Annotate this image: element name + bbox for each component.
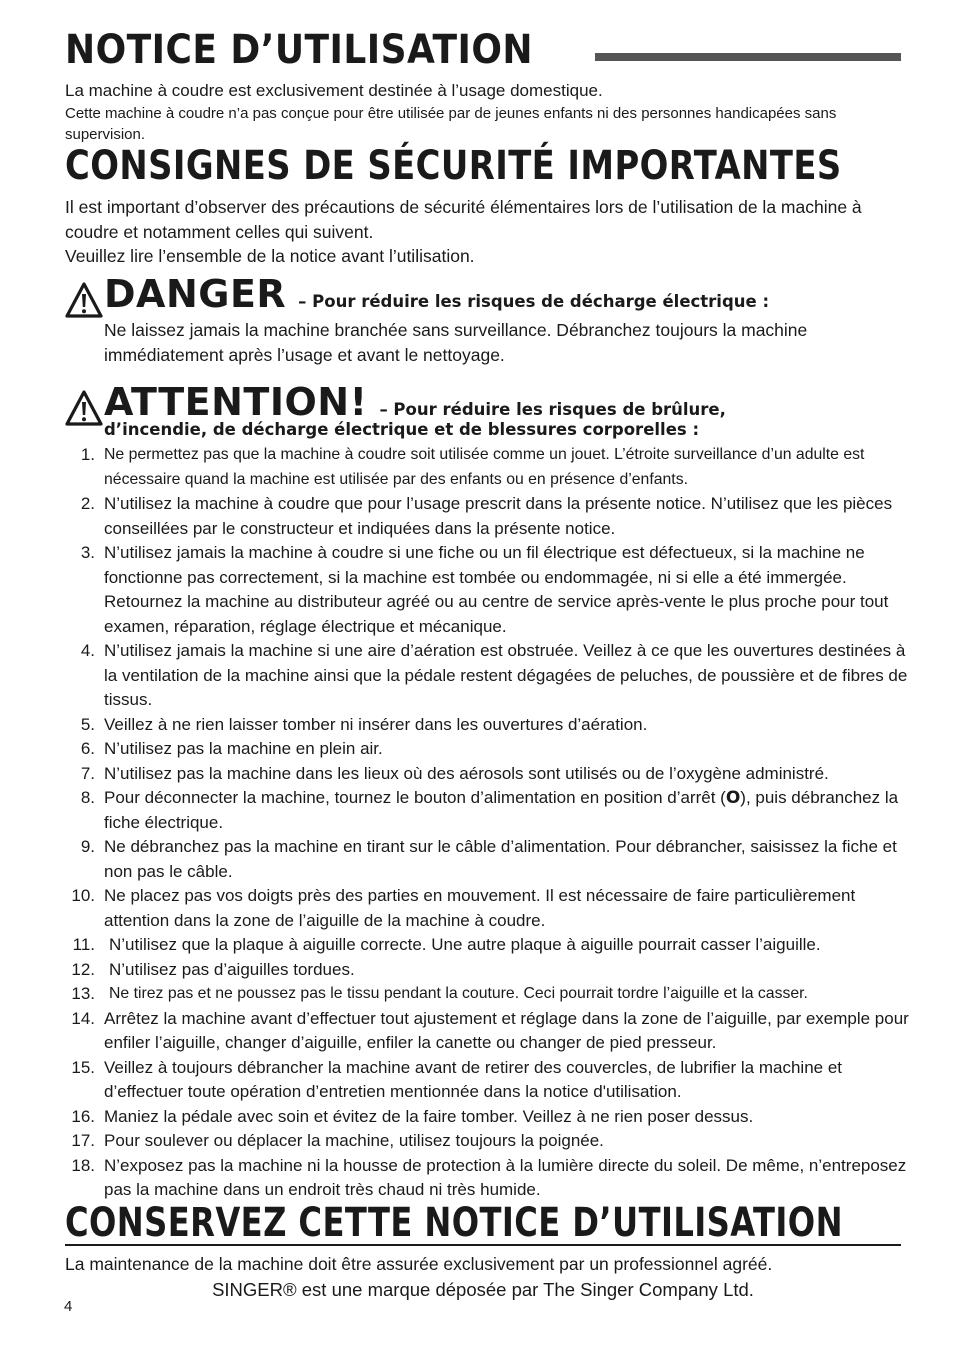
- item-number: 17.: [71, 1131, 95, 1150]
- warning-triangle-icon: [65, 390, 103, 426]
- item-number: 1.: [80, 445, 95, 464]
- list-item: [65, 1007, 910, 1056]
- safety-para-2: Veuillez lire l’ensemble de la notice avant l’utilisation.: [65, 246, 475, 266]
- item-text: Ne tirez pas et ne poussez pas le tissu pendant la couture. Ceci pourrait tordre l’aiguille et la casser.: [109, 985, 808, 1002]
- list-item: [65, 1129, 910, 1154]
- danger-subtitle: – Pour réduire les risques de décharge électrique :: [298, 292, 770, 311]
- item-text: N’utilisez la machine à coudre que pour l’usage prescrit dans la présente notice. N’utilisez que les pièces conseillées par le constructeur et indiquées dans la présente notice.: [104, 494, 893, 538]
- list-item: [65, 835, 910, 884]
- list-item: [65, 639, 910, 713]
- attention-word: ATTENTION!: [104, 380, 368, 424]
- list-item: [65, 982, 910, 1007]
- item-number: 14.: [71, 1008, 95, 1028]
- safety-title: CONSIGNES DE SÉCURITÉ IMPORTANTES: [65, 143, 842, 189]
- trademark-note: [0, 1278, 954, 1302]
- intro-line-1: La machine à coudre est exclusivement destinée à l’usage domestique.: [65, 81, 603, 100]
- notice-heading: [65, 24, 901, 76]
- item-number: 2.: [80, 494, 95, 513]
- item-text: N’utilisez pas la machine dans les lieux où des aérosols sont utilisés ou de l’oxygène administré.: [104, 763, 829, 783]
- page-number: 4: [64, 1298, 73, 1315]
- item-number: 8.: [80, 788, 95, 807]
- item-text: N’utilisez que la plaque à aiguille correcte. Une autre plaque à aiguille pourrait casser l’aiguille.: [109, 935, 821, 954]
- danger-heading: [65, 272, 769, 316]
- notice-title: NOTICE D’UTILISATION: [65, 27, 533, 73]
- power-off-symbol: O: [725, 788, 741, 808]
- attention-subtitle-1: – Pour réduire les risques de brûlure,: [379, 400, 726, 419]
- item-number: 13.: [71, 984, 95, 1003]
- safety-rules-list: [65, 443, 910, 1203]
- intro-line-2: Cette machine à coudre n’a pas conçue pour être utilisée par de jeunes enfants ni des personnes handicapées sans supervision.: [65, 105, 837, 143]
- heading-rule: [595, 53, 901, 61]
- list-item: [65, 737, 910, 762]
- item-text: N’utilisez pas d’aiguilles tordues.: [109, 959, 355, 979]
- list-item: [65, 1105, 910, 1130]
- item-text: [104, 786, 910, 835]
- item-text-before: Pour déconnecter la machine, tournez le bouton d’alimentation en position d’arrêt (: [104, 788, 726, 807]
- keep-manual-heading: [65, 1200, 901, 1246]
- safety-para-1: Il est important d’observer des précautions de sécurité élémentaires lors de l’utilisation de la machine à coudre et notamment celles qui suivent.: [65, 197, 862, 242]
- list-item: [65, 713, 910, 738]
- item-text: Pour soulever ou déplacer la machine, utilisez toujours la poignée.: [104, 1131, 604, 1150]
- item-number: 3.: [80, 543, 95, 562]
- item-text: Ne débranchez pas la machine en tirant sur le câble d’alimentation. Pour débrancher, saisissez la fiche et non pas le câble.: [104, 837, 897, 881]
- maintenance-note: La maintenance de la machine doit être assurée exclusivement par un professionnel agréé.: [65, 1254, 773, 1274]
- item-text-after: ), puis débranchez la fiche électrique.: [104, 788, 899, 832]
- item-number: 12.: [71, 959, 95, 979]
- list-item: [65, 541, 910, 639]
- item-number: 9.: [80, 837, 95, 856]
- list-item: [65, 762, 910, 787]
- item-number: 6.: [80, 739, 95, 758]
- item-text: Veillez à toujours débrancher la machine avant de retirer des couvercles, de lubrifier la machine et d’effectuer toute opération d’entretien mentionnée dans la notice d'utilisation.: [104, 1057, 843, 1101]
- item-text: N’exposez pas la machine ni la housse de protection à la lumière directe du soleil. De même, n’entreposez pas la machine dans un endroit très chaud ni très humide.: [104, 1155, 907, 1199]
- item-number: 7.: [80, 763, 95, 783]
- item-text: Veillez à ne rien laisser tomber ni insérer dans les ouvertures d’aération.: [104, 714, 648, 734]
- item-text: N’utilisez jamais la machine si une aire d’aération est obstruée. Veillez à ce que les ouvertures destinées à la ventilation de la machine ainsi que la pédale restent dégagées de peluches, de poussière et de fibres de tissus.: [104, 641, 908, 709]
- list-item: [65, 933, 910, 958]
- item-text: Maniez la pédale avec soin et évitez de la faire tomber. Veillez à ne rien poser dessus.: [104, 1106, 754, 1126]
- danger-text: Ne laissez jamais la machine branchée sans surveillance. Débranchez toujours la machine immédiatement après l’usage et avant le nettoyage.: [104, 320, 808, 365]
- item-text: Ne placez pas vos doigts près des parties en mouvement. Il est nécessaire de faire particulièrement attention dans la zone de l’aiguille de la machine à coudre.: [104, 886, 856, 930]
- list-item: [65, 786, 910, 835]
- item-number: 16.: [71, 1106, 95, 1126]
- item-number: 4.: [80, 641, 95, 660]
- list-item: [65, 492, 910, 541]
- safety-intro: [65, 195, 905, 269]
- item-text: N’utilisez jamais la machine à coudre si une fiche ou un fil électrique est défectueux, si la machine ne fonctionne pas correctement, si la machine est tombée ou endommagée, ni si elle a été immergée. Retournez la machine au distributeur agréé ou au centre de service après-vente le plus proche pour tout examen, réparation, réglage électrique et mécanique.: [104, 543, 889, 636]
- warning-triangle-icon: [65, 282, 103, 318]
- list-item: [65, 958, 910, 983]
- list-item: [65, 1056, 910, 1105]
- trademark-text: SINGER® est une marque déposée par The Singer Company Ltd.: [212, 1279, 754, 1300]
- item-text: Arrêtez la machine avant d’effectuer tout ajustement et réglage dans la zone de l’aiguille, par exemple pour enfiler l’aiguille, changer d’aiguille, enfiler la canette ou changer de pied presseur.: [104, 1008, 909, 1052]
- attention-heading: [65, 380, 726, 424]
- keep-manual-title: CONSERVEZ CETTE NOTICE D’UTILISATION: [65, 1200, 843, 1246]
- list-item: [65, 884, 910, 933]
- item-text: Ne permettez pas que la machine à coudre soit utilisée comme un jouet. L’étroite surveillance d’un adulte est nécessaire quand la machine est utilisée par des enfants ou en présence d’enfants.: [104, 446, 865, 488]
- attention-subtitle-2: d’incendie, de décharge électrique et de blessures corporelles :: [104, 420, 700, 439]
- item-number: 11.: [72, 935, 95, 954]
- list-item: [65, 443, 910, 492]
- list-item: [65, 1154, 910, 1203]
- item-number: 15.: [71, 1057, 95, 1077]
- item-number: 5.: [80, 714, 95, 734]
- danger-word: DANGER: [104, 272, 287, 316]
- item-number: 10.: [71, 886, 95, 905]
- item-text: N’utilisez pas la machine en plein air.: [104, 739, 383, 758]
- item-number: 18.: [71, 1155, 95, 1175]
